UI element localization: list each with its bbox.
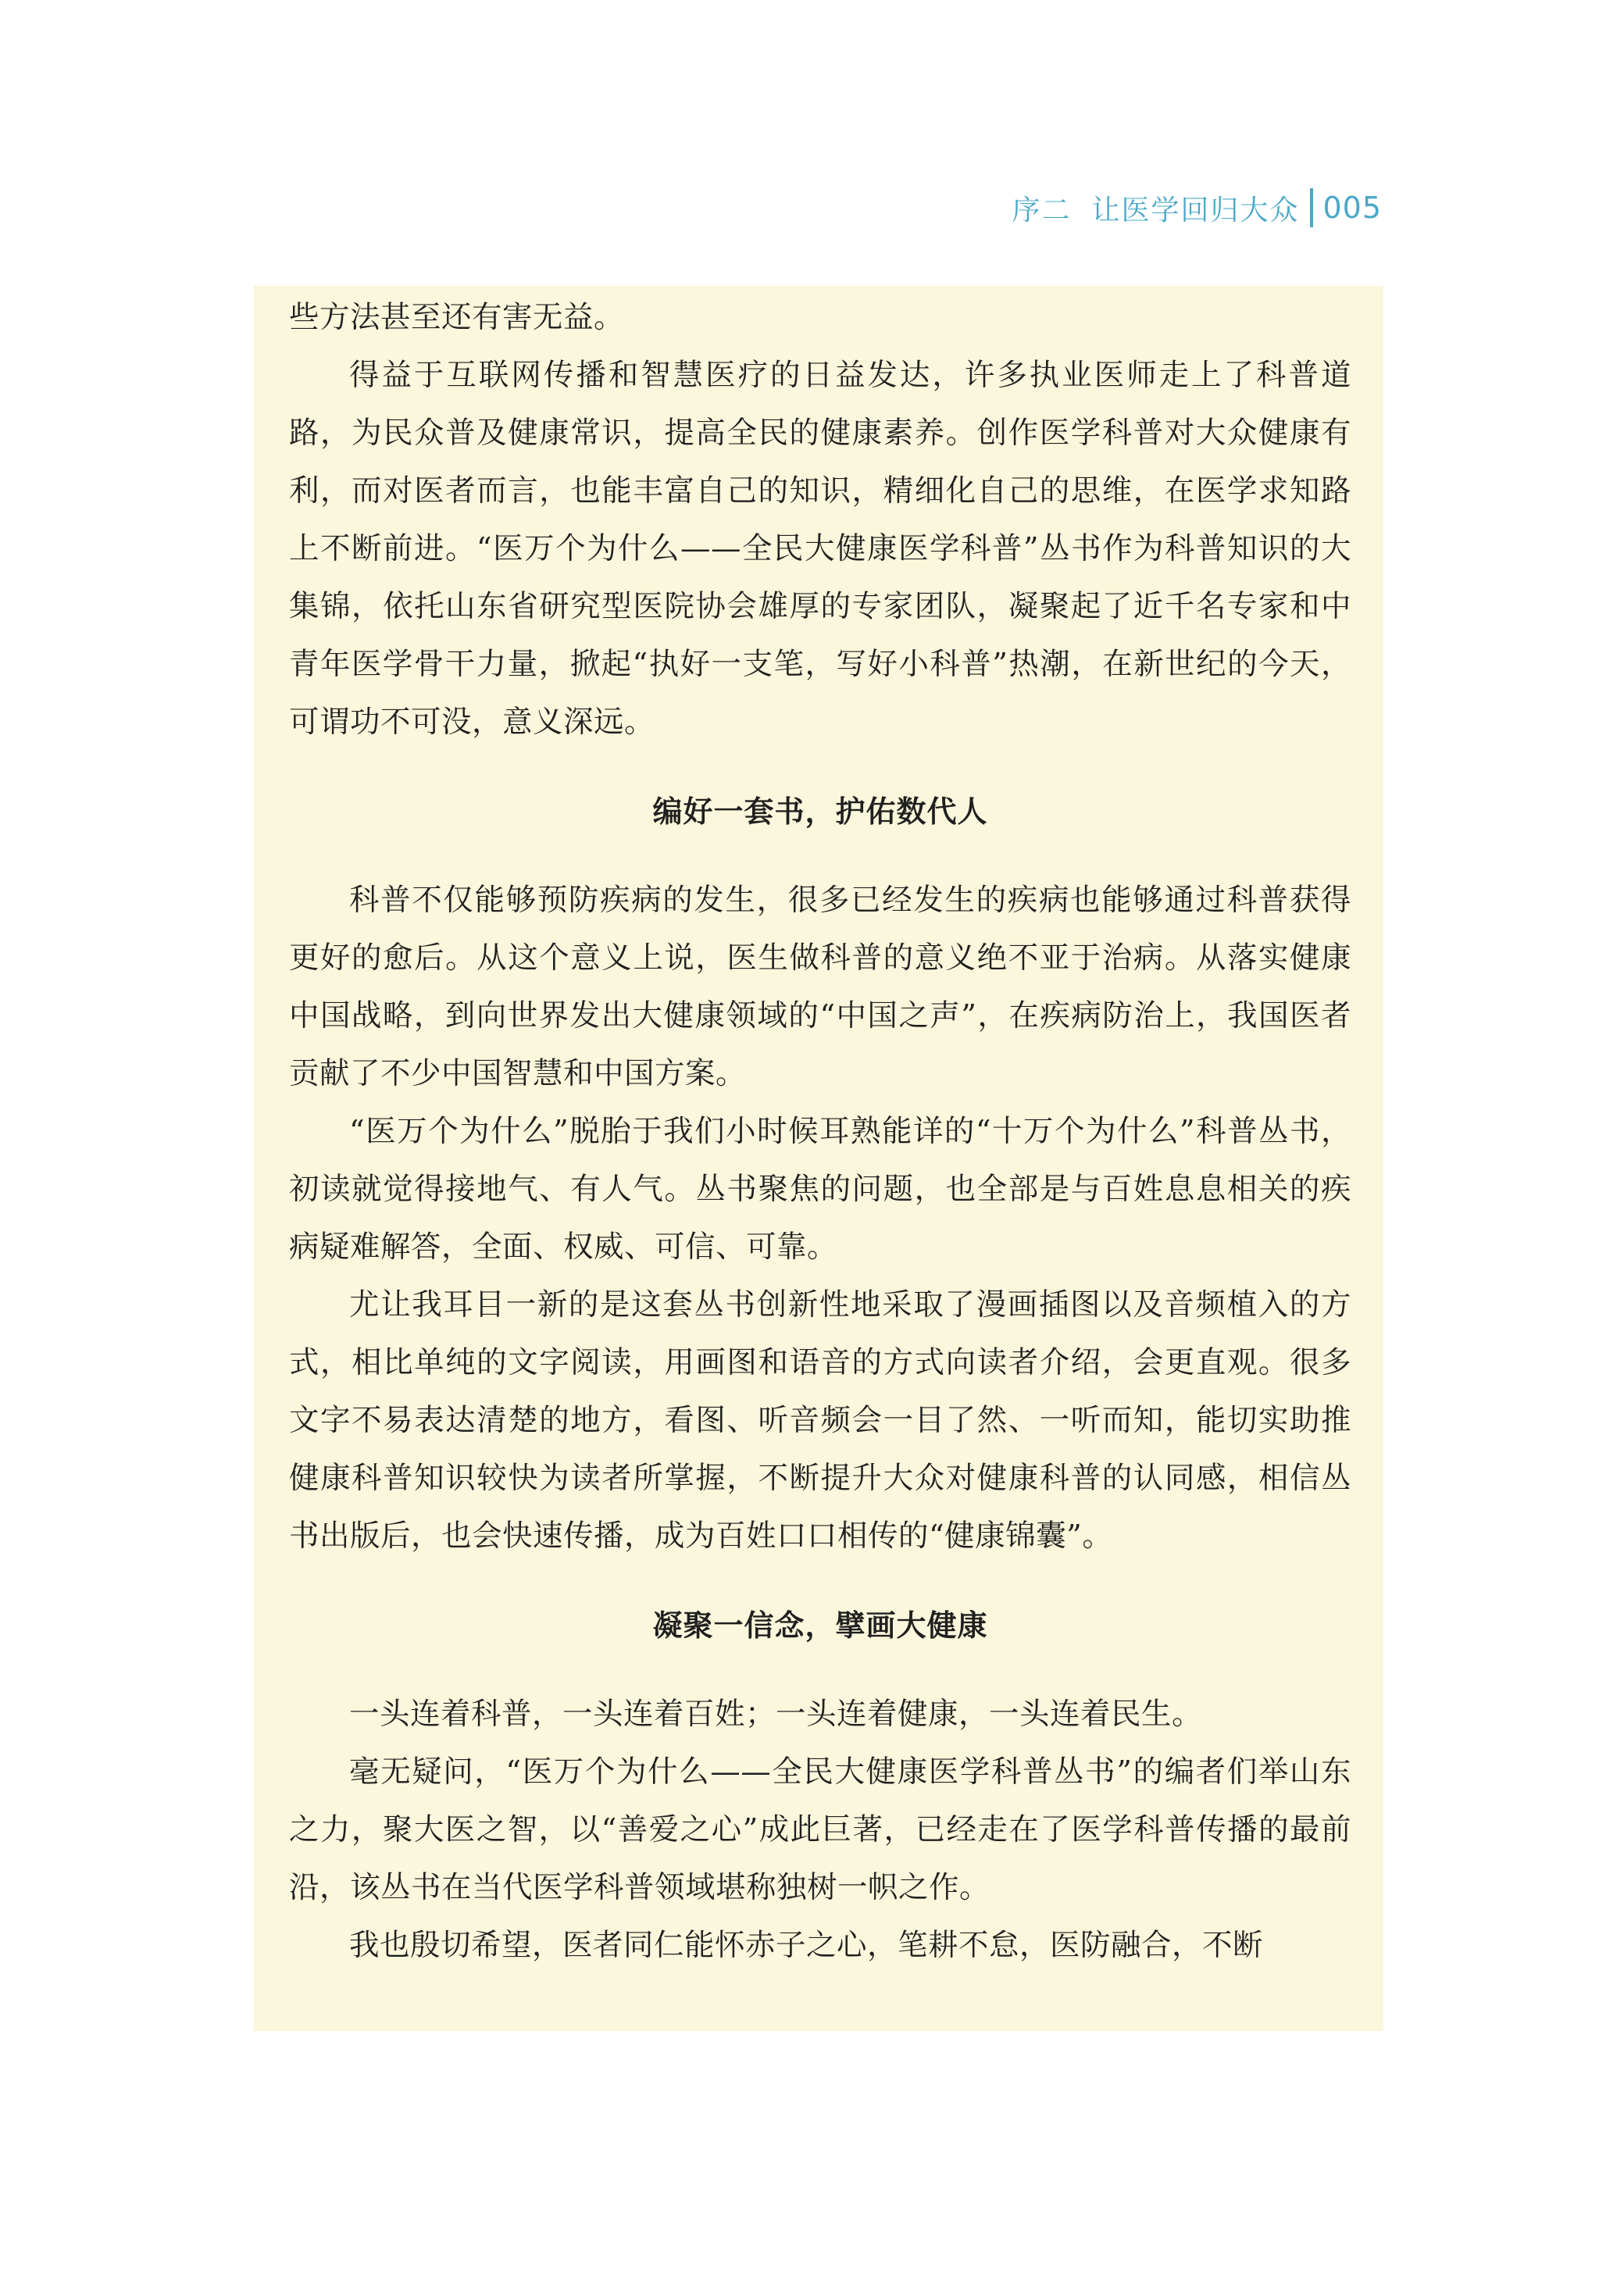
header-chapter-title: 让医学回归大众	[1091, 194, 1300, 227]
section-heading-2: 凝聚一信念，擘画大健康	[652, 1608, 988, 1643]
section-heading-1: 编好一套书，护佑数代人	[652, 794, 988, 829]
paragraph-6: 一头连着科普，一头连着百姓；一头连着健康，一头连着民生。	[349, 1697, 1203, 1732]
paragraph-1: 些方法甚至还有害无益。	[289, 300, 625, 335]
header-divider	[1310, 188, 1313, 227]
paragraph-8: 我也殷切希望，医者同仁能怀赤子之心，笔耕不怠，医防融合，不断	[349, 1928, 1264, 1963]
paragraph-3: 科普不仅能够预防疾病的发生，很多已经发生的疾病也能够通过科普获得更好的愈后。从这个意义上说，医生做科普的意义绝不亚于治病。从落实健康中国战略，到向世界发出大健康领域的“中国之声”，在疾病防治上，我国医者贡献了不少中国智慧和中国方案。	[289, 883, 1351, 1091]
running-header	[1012, 184, 1382, 231]
paragraph-5: 尤让我耳目一新的是这套丛书创新性地采取了漫画插图以及音频植入的方式，相比单纯的文字阅读，用画图和语音的方式向读者介绍，会更直观。很多文字不易表达清楚的地方，看图、听音频会一目了然、一听而知，能切实助推健康科普知识较快为读者所掌握，不断提升大众对健康科普的认同感，相信丛书出版后，也会快速传播，成为百姓口口相传的“健康锦囊”。	[289, 1287, 1351, 1554]
page-body	[289, 289, 1351, 1975]
header-section-label: 序二	[1012, 194, 1072, 227]
page-number: 005	[1322, 191, 1382, 225]
paragraph-4: “医万个为什么”脱胎于我们小时候耳熟能详的“十万个为什么”科普丛书，初读就觉得接地气、有人气。丛书聚焦的问题，也全部是与百姓息息相关的疾病疑难解答，全面、权威、可信、可靠。	[289, 1114, 1351, 1265]
paragraph-7: 毫无疑问，“医万个为什么——全民大健康医学科普丛书”的编者们举山东之力，聚大医之智，以“善爱之心”成此巨著，已经走在了医学科普传播的最前沿，该丛书在当代医学科普领域堪称独树一帜之作。	[289, 1754, 1351, 1905]
paragraph-2: 得益于互联网传播和智慧医疗的日益发达，许多执业医师走上了科普道路，为民众普及健康常识，提高全民的健康素养。创作医学科普对大众健康有利，而对医者而言，也能丰富自己的知识，精细化自己的思维，在医学求知路上不断前进。“医万个为什么——全民大健康医学科普”丛书作为科普知识的大集锦，依托山东省研究型医院协会雄厚的专家团队，凝聚起了近千名专家和中青年医学骨干力量，掀起“执好一支笔，写好小科普”热潮，在新世纪的今天，可谓功不可没，意义深远。	[289, 358, 1351, 740]
